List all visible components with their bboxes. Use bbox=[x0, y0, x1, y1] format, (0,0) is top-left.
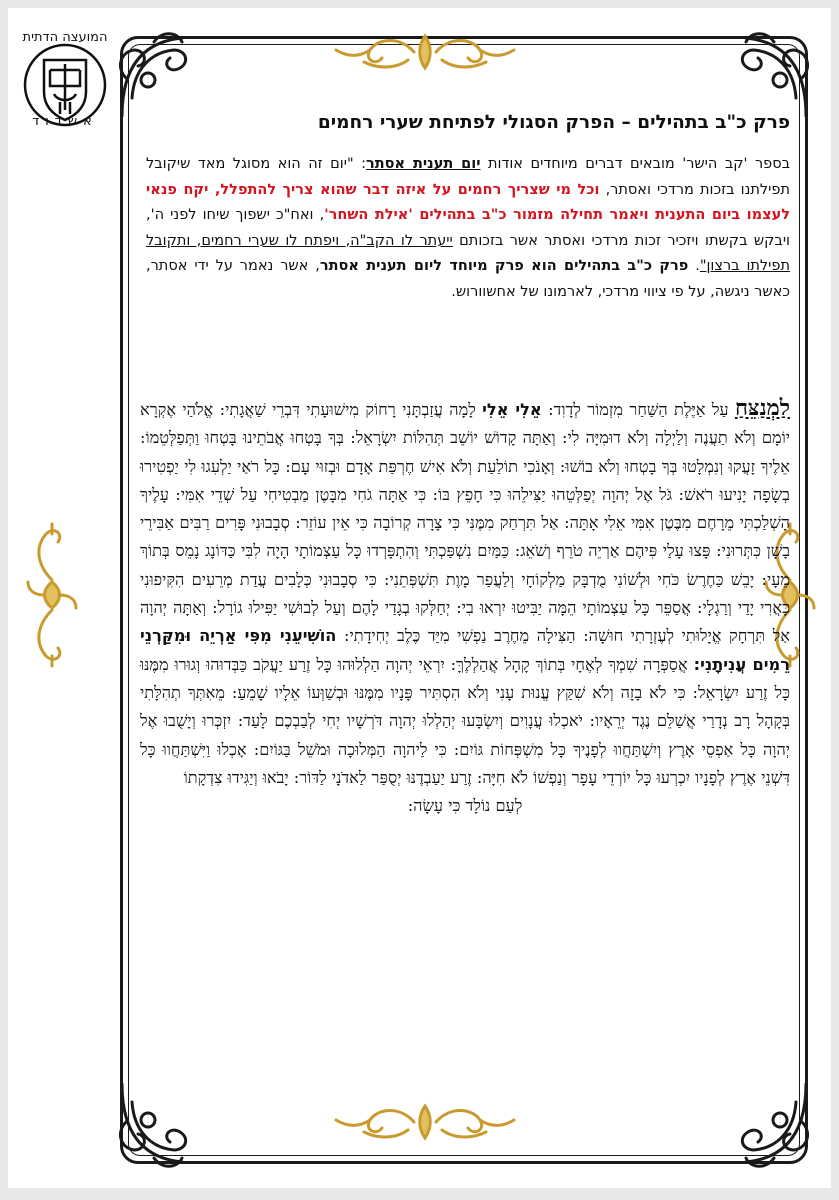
psalm-closing-line: לְעַם נוֹלָד כִּי עָשָׂה: bbox=[407, 796, 523, 816]
gold-ornament-icon bbox=[330, 1100, 520, 1144]
gold-ornament-icon bbox=[330, 30, 520, 74]
intro-text: , אשר נאמר על ידי אסתר, כאשר ניגשה, על פי ציווי מרדכי, לארמונו של אחשוורוש. bbox=[146, 258, 790, 300]
logo-top-text: המועצה הדתית bbox=[22, 30, 108, 45]
psalm-verse-text: לָמָה עֲזַבְתָּנִי רָחוֹק מִישׁוּעָתִי דִּבְרֵי שַׁאֲגָתִי: אֱלֹהַי אֶקְרָא יוֹמָם וְלֹא תַעֲנֶה וְלַיְלָה וְלֹא דוּמִיָּה לִי: וְאַתָּה קָדוֹשׁ יוֹשֵׁב תְּהִלּוֹת יִשְׂרָאֵל: בְּךָ בָּטְחוּ אֲבֹתֵינוּ בָּטְחוּ וַתְּפַלְּטֵמוֹ: אֵלֶיךָ זָעֲקוּ וְנִמְלָטוּ בְּךָ בָטְחוּ וְלֹא בוֹשׁוּ: וְאָנֹכִי תוֹלַעַת וְלֹא אִישׁ חֶרְפַּת אָדָם וּבְזוּי עָם: כָּל רֹאַי יַלְעִגוּ לִי יַפְטִירוּ בְשָׂפָה יָנִיעוּ רֹאשׁ: גֹּל אֶל יְהוָה יְפַלְּטֵהוּ יַצִּילֵהוּ כִּי חָפֵץ בּוֹ: כִּי אַתָּה גֹחִי מִבָּטֶן מַבְטִיחִי עַל שְׁדֵי אִמִּי: עָלֶיךָ הָשְׁלַכְתִּי מֵרָחֶם מִבֶּטֶן אִמִּי אֵלִי אָתָּה: אַל תִּרְחַק מִמֶּנִּי כִּי צָרָה קְרוֹבָה כִּי אֵין עוֹזֵר: סְבָבוּנִי פָּרִים רַבִּים אַבִּירֵי בָשָׁן כִּתְּרוּנִי: פָּצוּ עָלַי פִּיהֶם אַרְיֵה טֹרֵף וְשֹׁאֵג: כַּמַּיִם נִשְׁפַּכְתִּי וְהִתְפָּרְדוּ כָּל עַצְמוֹתָי הָיָה לִבִּי כַּדּוֹנָג נָמֵס בְּתוֹךְ מֵעָי: יָבֵשׁ כַּחֶרֶשׂ כֹּחִי וּלְשׁוֹנִי מֻדְבָּק מַלְקוֹחָי וְלַעֲפַר מָוֶת תִּשְׁפְּתֵנִי: כִּי סְבָבוּנִי כְּלָבִים עֲדַת מְרֵעִים הִקִּיפוּנִי כָּאֲרִי יָדַי וְרַגְלָי: אֲסַפֵּר כָּל עַצְמוֹתָי הֵמָּה יַבִּיטוּ יִרְאוּ בִי: יְחַלְּקוּ בְגָדַי לָהֶם וְעַל לְבוּשִׁי יַפִּילוּ גוֹרָל: וְאַתָּה יְהוָה אַל תִּרְחָק אֱיָלוּתִי לְעֶזְרָתִי חוּשָׁה: הַצִּילָה מֵחֶרֶב נַפְשִׁי מִיַּד כֶּלֶב יְחִידָתִי: bbox=[140, 400, 790, 646]
psalm-verse-text: אֲסַפְּרָה שִׁמְךָ לְאֶחָי בְּתוֹךְ קָהָל אֲהַלְלֶךָּ: יִרְאֵי יְהוָה הַלְלוּהוּ כָּל זֶרַע יַעֲקֹב כַּבְּדוּהוּ וְגוּרוּ מִמֶּנּוּ כָּל זֶרַע יִשְׂרָאֵל: כִּי לֹא בָזָה וְלֹא שִׁקַּץ עֱנוּת עָנִי וְלֹא הִסְתִּיר פָּנָיו מִמֶּנּוּ וּבְשַׁוְּעוֹ אֵלָיו שָׁמֵעַ: מֵאִתְּךָ תְהִלָּתִי בְּקָהָל רָב נְדָרַי אֲשַׁלֵּם נֶגֶד יְרֵאָיו: יֹאכְלוּ עֲנָוִים וְיִשְׂבָּעוּ יְהַלְלוּ יְהוָה דֹּרְשָׁיו יְחִי לְבַבְכֶם לָעַד: יִזְכְּרוּ וְיָשֻׁבוּ אֶל יְהוָה כָּל אַפְסֵי אָרֶץ וְיִשְׁתַּחֲווּ לְפָנֶיךָ כָּל מִשְׁפְּחוֹת גּוֹיִם: כִּי לַיהוָה הַמְּלוּכָה וּמֹשֵׁל בַּגּוֹיִם: אָכְלוּ וַיִּשְׁתַּחֲווּ כָּל דִּשְׁנֵי אֶרֶץ לְפָנָיו יִכְרְעוּ כָּל יוֹרְדֵי עָפָר וְנַפְשׁוֹ לֹא חִיָּה: זֶרַע יַעַבְדֶנּוּ יְסֻפַּר לַאדֹנָי לַדּוֹר: יָבֹאוּ וְיַגִּידוּ צִדְקָתוֹ bbox=[140, 654, 790, 787]
psalm-bold-phrase: הוֹשִׁיעֵנִי מִפִּי אַרְיֵה וּמִקַּרְנֵי רֵמִים עֲנִיתָנִי: bbox=[140, 626, 790, 674]
intro-bold-chapter-note: פרק כ"ב בתהילים הוא פרק מיוחד ליום תענית אסתר bbox=[319, 258, 689, 274]
corner-flourish-icon bbox=[112, 1080, 204, 1172]
logo-bottom-text: אשדוד bbox=[32, 114, 98, 129]
intro-red-instruction: וכל מי שצריך רחמים על איזה דבר שהוא צריך להתפלל, יקח פנאי לעצמו ביום התענית ויאמר תחילה מזמור כ"ב בתהילים 'אילת השחר' bbox=[146, 181, 791, 223]
intro-text: , ואח"כ ישפוך שיחו לפני ה', ויבקש בקשתו ויזכיר זכות מרדכי ואסתר אשר בזכותם bbox=[146, 207, 791, 249]
intro-text: . bbox=[688, 258, 700, 274]
psalm-verse-text: עַל אַיֶּלֶת הַשַּׁחַר מִזְמוֹר לְדָוִד: bbox=[541, 400, 735, 419]
psalm-bold-phrase: אֵלִי אֵלִי bbox=[482, 400, 542, 419]
psalm-opening-word: לַמְנַצֵּחַ bbox=[734, 395, 790, 421]
intro-text: בספר 'קב הישר' מובאים דברים מיוחדים אודות bbox=[480, 156, 790, 172]
page-title: פרק כ"ב בתהילים – הפרק הסגולי לפתיחת שערי רחמים bbox=[317, 112, 790, 133]
intro-paragraph bbox=[146, 152, 790, 305]
intro-underlined-promise: ייעתר לו הקב"ה, ויפתח לו שערי רחמים, ותקובל תפילתו ברצון" bbox=[146, 232, 790, 274]
corner-flourish-icon bbox=[112, 28, 204, 120]
gold-ornament-icon bbox=[24, 520, 80, 670]
intro-bold-fast-day: יום תענית אסתר bbox=[366, 156, 481, 172]
psalm-22-text bbox=[140, 394, 790, 820]
intro-text: : "יום זה הוא מסוגל מאד שיקובל תפילתנו בזכות מרדכי ואסתר, bbox=[146, 156, 790, 198]
corner-flourish-icon bbox=[724, 28, 816, 120]
corner-flourish-icon bbox=[724, 1080, 816, 1172]
